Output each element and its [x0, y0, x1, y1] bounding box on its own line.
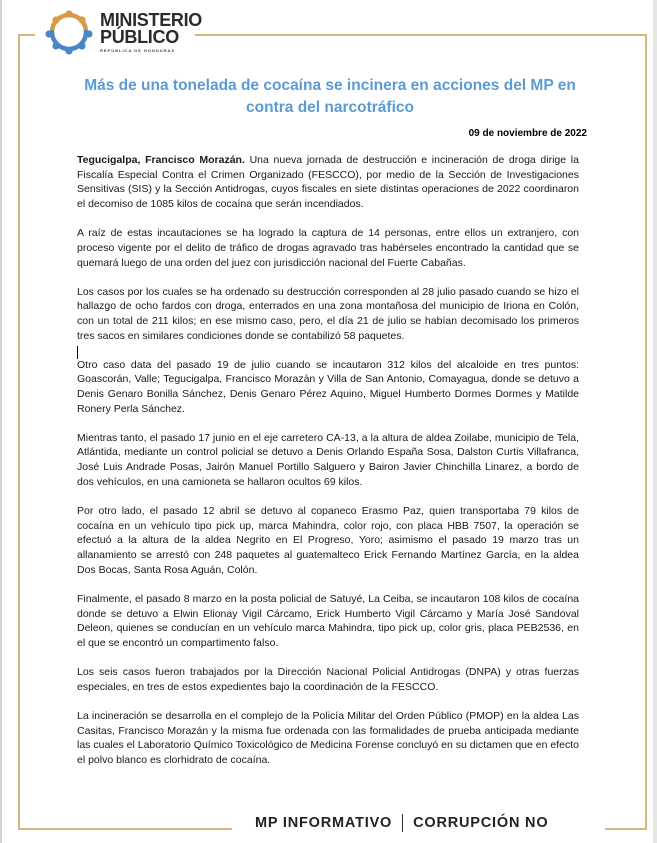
paragraph-1-text: Una nueva jornada de destrucción e incineración de droga dirige la Fiscalía Especial Contra el Crimen Organizado (FESCCO), por medio de la Sección de Investigaciones Sensitivas (SIS) y la Sección Antidrogas, cuyos fiscales en siete distintas operaciones de 2022 coordinaron el decomiso de 1085 kilos de cocaína que serán incendiados. [77, 154, 579, 211]
footer-divider [402, 814, 403, 832]
paragraph-9: La incineración se desarrolla en el complejo de la Policía Militar del Orden Público (PMOP) en la aldea Las Casitas, Francisco Morazán y la misma fue ordenada con las formalidades de prueba anticipada mediante las cuales el Laboratorio Químico Toxicológico de Medicina Forense concluyó en su dictamen que en efecto el polvo blanco es clorhidrato de cocaína. [77, 709, 579, 766]
paragraph-8: Los seis casos fueron trabajados por la Dirección Nacional Policial Antidrogas (DNPA) y otras fuerzas especiales, en tres de estos expedientes bajo la coordinación de la FESCCO. [77, 666, 579, 693]
footer-slogan [255, 814, 548, 832]
paragraph-7: Finalmente, el pasado 8 marzo en la posta policial de Satuyé, La Ceiba, se incautaron 108 kilos de cocaína donde se detuvo a Elwin Elionay Vigil Cárcamo, Erick Humberto Vigil Cárcamo y María José Sandoval Deleon, quienes se conducían en un vehículo marca Mahindra, tipo pick up, color gris, placa PEB2536, en el que se encontró un compartimento falso. [77, 592, 579, 649]
paragraph-1 [77, 153, 579, 212]
article-body[interactable] [77, 153, 579, 782]
paragraph-5: Mientras tanto, el pasado 17 junio en el eje carretero CA-13, a la altura de aldea Zoilabe, municipio de Tela, Atlántida, mediante un control policial se detuvo a Denis Orlando España Sosa, Dalston Curtis Villafranca, José Luis Andrade Posas, Jairón Manuel Portillo Salguero y Bairon Javier Chinchilla Linarez, a bordo de dos vehículos, en una camioneta se hallaron ocultos 69 kilos. [77, 431, 579, 488]
footer-left: MP INFORMATIVO [255, 815, 393, 831]
people-circle-logo-icon [44, 8, 94, 56]
frame-left [18, 34, 20, 830]
article-date: 09 de noviembre de 2022 [468, 128, 587, 139]
scrollbar-track[interactable] [653, 0, 657, 843]
paragraph-2: A raíz de estas incautaciones se ha logrado la captura de 14 personas, entre ellos un extranjero, con proceso vigente por el delito de tráfico de drogas agravado tras habérseles encontrado la cantidad que se quemará luego de una orden del juez con jurisdicción nacional del Fuerte Cabañas. [77, 227, 579, 269]
dateline: Tegucigalpa, Francisco Morazán. [77, 154, 245, 166]
logo-line2: PÚBLICO [100, 26, 179, 47]
logo-subtitle: REPÚBLICA DE HONDURAS [100, 47, 176, 53]
article-title: Más de una tonelada de cocaína se incinera en acciones del MP en contra del narcotráfico [84, 77, 576, 116]
paragraph-3: Los casos por los cuales se ha ordenado su destrucción corresponden al 28 julio pasado cuando se hizo el hallazgo de ocho fardos con droga, enterrados en una zona montañosa del municipio de Iriona en Colón, con un total de 211 kilos; en ese mismo caso, pero, el día 21 de julio se habían decomisado los primeros tres sacos en similares condiciones donde se contabilizó 58 paquetes. [77, 285, 579, 342]
paragraph-4: Otro caso data del pasado 19 de julio cuando se incautaron 312 kilos del alcaloide en tres puntos: Goascorán, Valle; Tegucigalpa, Francisco Morazán y Villa de San Antonio, Comayagua, donde se detuvo a Denis Genaro Bonilla Sánchez, Denis Genaro Pérez Aquino, Miguel Humberto Dormes Dormes y Matilde Ronery Perla Sánchez. [77, 358, 579, 415]
frame-bottom-left [18, 828, 232, 830]
footer-right: CORRUPCIÓN NO [413, 815, 549, 831]
paragraph-6: Por otro lado, el pasado 12 abril se detuvo al copaneco Erasmo Paz, quien transportaba 79 kilos de cocaína en un vehículo tipo pick up, marca Mahindra, color rojo, con placa HBB 7507, la operación se efectuó a la altura de la aldea Negrito en El Progreso, Yoro; asimismo el pasado 19 marzo tras un allanamiento se arrestó con 248 paquetes al guatemalteco Erick Fernando Martínez García, en la aldea Dos Bocas, Santa Rosa Aguán, Colón. [77, 504, 579, 576]
frame-top-right [195, 34, 647, 36]
frame-top-left [18, 34, 35, 36]
logo-line1: MINISTERIO [100, 9, 203, 30]
ministerio-publico-logo [44, 8, 202, 56]
frame-right [645, 34, 647, 830]
frame-bottom-right [605, 828, 647, 830]
page-edge-left [0, 0, 2, 843]
